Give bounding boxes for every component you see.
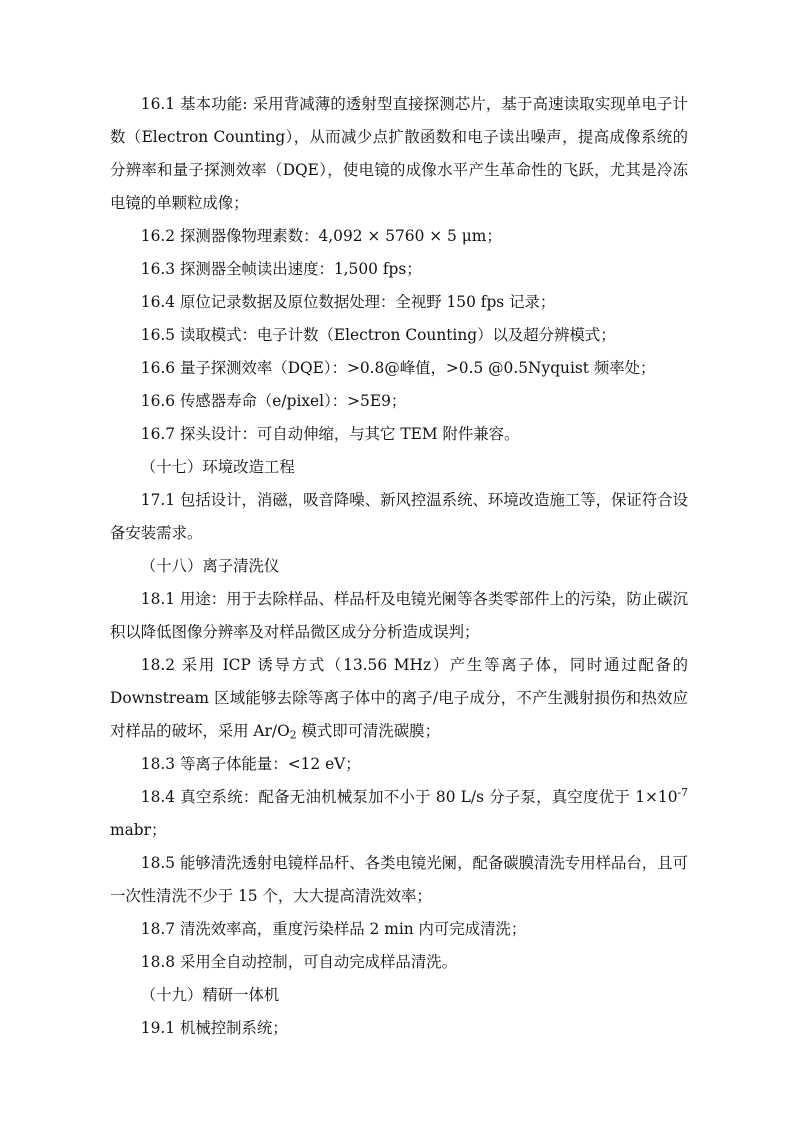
paragraph-18-7: 18.7 清洗效率高，重度污染样品 2 min 内可完成清洗； <box>140 920 527 938</box>
paragraph-16-4: 16.4 原位记录数据及原位数据处理：全视野 150 fps 记录； <box>140 293 556 311</box>
paragraph-16-1: 16.1 基本功能: 采用背减薄的透射型直接探测芯片，基于高速读取实现单电子计数（Electron Counting），从而减少点扩散函数和电子读出噪声，提高成像系统的分辨率和量子探测效率（DQE），使电镜的成像水平产生革命性的飞跃，尤其是冷冻电镜的单颗粒成像； <box>110 95 688 212</box>
paragraph-18-5: 18.5 能够清洗透射电镜样品杆、各类电镜光阑，配备碳膜清洗专用样品台，且可一次性清洗不少于 15 个，大大提高清洗效率； <box>110 854 688 905</box>
paragraph-16-2: 16.2 探测器像物理素数：4,092 × 5760 × 5 μm； <box>140 227 502 245</box>
paragraph-18-2-text-b: 模式即可清洗碳膜； <box>296 722 440 740</box>
paragraph-18-1: 18.1 用途：用于去除样品、样品杆及电镜光阑等各类零部件上的污染，防止碳沉积以降低图像分辨率及对样品微区成分分析造成误判； <box>110 590 688 641</box>
paragraph-18-4-text-a: 18.4 真空系统：配备无油机械泵加不小于 80 L/s 分子泵，真空度优于 1×10 <box>140 788 678 806</box>
paragraph-16-6-dqe: 16.6 量子探测效率（DQE）：>0.8@峰值，>0.5 @0.5Nyquist 频率处； <box>140 359 656 377</box>
paragraph-19-1: 19.1 机械控制系统； <box>140 1019 288 1037</box>
section-heading-18: （十八）离子清洗仪 <box>140 557 280 575</box>
paragraph-16-7: 16.7 探头设计：可自动伸缩，与其它 TEM 附件兼容。 <box>140 425 520 443</box>
paragraph-16-5: 16.5 读取模式：电子计数（Electron Counting）以及超分辨模式； <box>140 326 616 344</box>
section-heading-17: （十七）环境改造工程 <box>140 458 295 476</box>
paragraph-18-2-subscript: 2 <box>289 728 297 742</box>
paragraph-18-4 <box>110 781 688 847</box>
paragraph-18-3: 18.3 等离子体能量：<12 eV； <box>140 755 361 773</box>
paragraph-16-3: 16.3 探测器全帧读出速度：1,500 fps； <box>140 260 422 278</box>
paragraph-17-1: 17.1 包括设计，消磁，吸音降噪、新风控温系统、环境改造施工等，保证符合设备安装需求。 <box>110 491 688 542</box>
paragraph-18-2 <box>110 649 688 748</box>
paragraph-18-4-text-b: mabr； <box>110 821 167 839</box>
document-body <box>110 88 688 1045</box>
paragraph-18-4-superscript: -7 <box>677 786 688 800</box>
section-heading-19: （十九）精研一体机 <box>140 986 280 1004</box>
paragraph-18-2-text-a: 18.2 采用 ICP 诱导方式（13.56 MHz）产生等离子体，同时通过配备的 Downstream 区域能够去除等离子体中的离子/电子成分，不产生溅射损伤和热效应对样品的破坏，采用 Ar/O <box>110 656 688 740</box>
paragraph-18-8: 18.8 采用全自动控制，可自动完成样品清洗。 <box>140 953 457 971</box>
paragraph-16-6-lifetime: 16.6 传感器寿命（e/pixel）：>5E9； <box>140 392 407 410</box>
